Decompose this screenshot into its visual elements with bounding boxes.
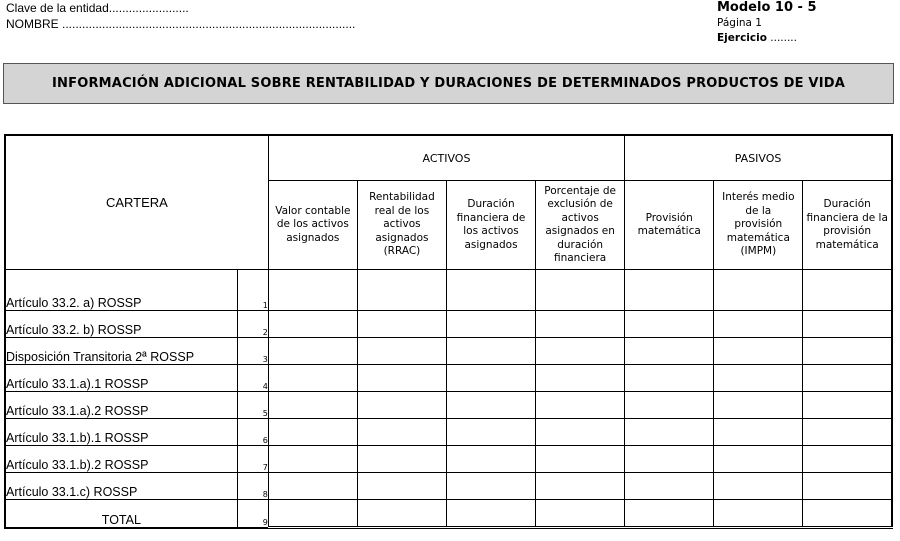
input-cell[interactable]: [357, 419, 446, 446]
row-label: Artículo 33.1.a).1 ROSSP: [5, 365, 237, 392]
input-cell[interactable]: [268, 365, 357, 392]
input-cell[interactable]: [625, 392, 714, 419]
table-row: [5, 446, 892, 473]
input-cell[interactable]: [536, 270, 625, 311]
table-row: [5, 500, 892, 528]
column-header: Porcentaje de exclusión de activos asignados en duración financiera: [536, 181, 625, 270]
data-table: [4, 134, 893, 529]
model-number: Modelo 10 - 5: [717, 0, 817, 15]
portfolio-header: CARTERA: [5, 135, 268, 270]
input-cell[interactable]: [357, 311, 446, 338]
row-label: Artículo 33.1.b).2 ROSSP: [5, 446, 237, 473]
row-number: 4: [237, 365, 268, 392]
total-label: TOTAL: [5, 500, 237, 528]
input-cell[interactable]: [714, 446, 803, 473]
input-cell[interactable]: [268, 270, 357, 311]
row-label: Artículo 33.2. b) ROSSP: [5, 311, 237, 338]
input-cell[interactable]: [714, 473, 803, 500]
input-cell[interactable]: [268, 392, 357, 419]
input-cell[interactable]: [714, 419, 803, 446]
row-number: 2: [237, 311, 268, 338]
input-cell[interactable]: [625, 365, 714, 392]
row-label: Artículo 33.2. a) ROSSP: [5, 270, 237, 311]
row-number: 3: [237, 338, 268, 365]
input-cell[interactable]: [268, 446, 357, 473]
input-cell[interactable]: [803, 419, 892, 446]
input-cell[interactable]: [357, 338, 446, 365]
input-cell[interactable]: [357, 392, 446, 419]
input-cell[interactable]: [714, 365, 803, 392]
input-cell[interactable]: [625, 500, 714, 528]
input-cell[interactable]: [803, 500, 892, 528]
column-header: Duración financiera de la provisión matemática: [803, 181, 892, 270]
table-row: [5, 365, 892, 392]
entity-name-field[interactable]: NOMBRE ........................................................................................: [6, 17, 356, 31]
column-header: Valor contable de los activos asignados: [268, 181, 357, 270]
input-cell[interactable]: [268, 473, 357, 500]
input-cell[interactable]: [625, 446, 714, 473]
row-number: 6: [237, 419, 268, 446]
input-cell[interactable]: [625, 270, 714, 311]
input-cell[interactable]: [803, 473, 892, 500]
input-cell[interactable]: [357, 446, 446, 473]
input-cell[interactable]: [625, 338, 714, 365]
row-number: 5: [237, 392, 268, 419]
input-cell[interactable]: [803, 270, 892, 311]
row-label: Artículo 33.1.a).2 ROSSP: [5, 392, 237, 419]
table-row: [5, 311, 892, 338]
exercise-value[interactable]: ........: [766, 32, 797, 44]
input-cell[interactable]: [268, 419, 357, 446]
row-number: 1: [237, 270, 268, 311]
input-cell[interactable]: [357, 365, 446, 392]
liabilities-group-header: PASIVOS: [625, 135, 892, 181]
column-header: Provisión matemática: [625, 181, 714, 270]
input-cell[interactable]: [357, 500, 446, 528]
input-cell[interactable]: [268, 500, 357, 528]
input-cell[interactable]: [446, 392, 535, 419]
input-cell[interactable]: [625, 311, 714, 338]
row-label: Artículo 33.1.c) ROSSP: [5, 473, 237, 500]
form-title-banner: INFORMACIÓN ADICIONAL SOBRE RENTABILIDAD Y DURACIONES DE DETERMINADOS PRODUCTOS DE VIDA: [3, 63, 894, 104]
input-cell[interactable]: [625, 473, 714, 500]
input-cell[interactable]: [446, 473, 535, 500]
input-cell[interactable]: [446, 338, 535, 365]
entity-header: [6, 0, 355, 32]
input-cell[interactable]: [357, 270, 446, 311]
input-cell[interactable]: [803, 392, 892, 419]
input-cell[interactable]: [536, 338, 625, 365]
exercise-field[interactable]: [717, 31, 817, 46]
entity-code-field[interactable]: Clave de la entidad........................: [6, 1, 189, 15]
model-header: [717, 0, 817, 46]
input-cell[interactable]: [268, 338, 357, 365]
input-cell[interactable]: [803, 365, 892, 392]
input-cell[interactable]: [536, 365, 625, 392]
input-cell[interactable]: [714, 500, 803, 528]
row-label: Artículo 33.1.b).1 ROSSP: [5, 419, 237, 446]
input-cell[interactable]: [446, 311, 535, 338]
row-number: 9: [237, 500, 268, 528]
input-cell[interactable]: [714, 270, 803, 311]
input-cell[interactable]: [446, 500, 535, 528]
input-cell[interactable]: [536, 473, 625, 500]
column-header: Interés medio de la provisión matemática (IMPM): [714, 181, 803, 270]
page-number: Página 1: [717, 17, 762, 29]
input-cell[interactable]: [714, 338, 803, 365]
input-cell[interactable]: [446, 270, 535, 311]
input-cell[interactable]: [536, 419, 625, 446]
table-row: [5, 473, 892, 500]
input-cell[interactable]: [268, 311, 357, 338]
input-cell[interactable]: [803, 446, 892, 473]
row-number: 8: [237, 473, 268, 500]
row-label: Disposición Transitoria 2ª ROSSP: [5, 338, 237, 365]
input-cell[interactable]: [446, 419, 535, 446]
table-row: [5, 338, 892, 365]
table-row: [5, 419, 892, 446]
table-row: [5, 270, 892, 311]
input-cell[interactable]: [803, 338, 892, 365]
exercise-label: Ejercicio: [717, 32, 767, 44]
input-cell[interactable]: [536, 392, 625, 419]
input-cell[interactable]: [625, 419, 714, 446]
input-cell[interactable]: [714, 392, 803, 419]
input-cell[interactable]: [446, 365, 535, 392]
input-cell[interactable]: [357, 473, 446, 500]
input-cell[interactable]: [536, 500, 625, 528]
input-cell[interactable]: [446, 446, 535, 473]
row-number: 7: [237, 446, 268, 473]
input-cell[interactable]: [536, 446, 625, 473]
column-header: Rentabilidad real de los activos asignados (RRAC): [357, 181, 446, 270]
input-cell[interactable]: [803, 311, 892, 338]
assets-group-header: ACTIVOS: [268, 135, 624, 181]
input-cell[interactable]: [714, 311, 803, 338]
table-row: [5, 392, 892, 419]
column-header: Duración financiera de los activos asignados: [446, 181, 535, 270]
input-cell[interactable]: [536, 311, 625, 338]
